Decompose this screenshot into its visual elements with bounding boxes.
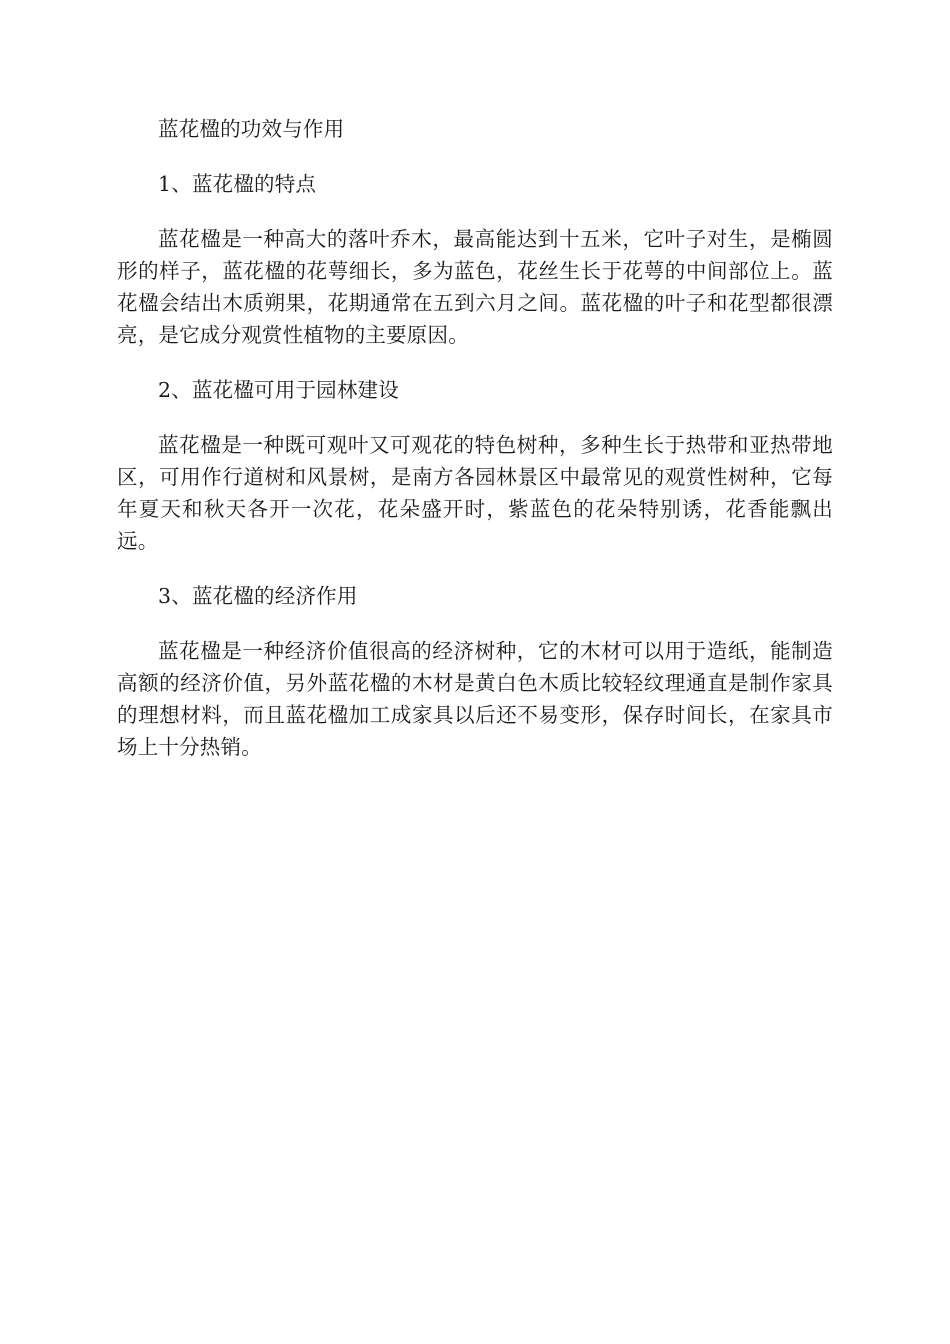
section-paragraph: 蓝花楹是一种高大的落叶乔木，最高能达到十五米，它叶子对生，是椭圆形的样子，蓝花楹的花萼细长，多为蓝色，花丝生长于花萼的中间部位上。蓝花楹会结出木质朔果，花期通常在五到六月之间。蓝花楹的叶子和花型都很漂亮，是它成分观赏性植物的主要原因。 (117, 227, 833, 347)
section-heading: 1、蓝花楹的特点 (158, 172, 317, 196)
section-heading: 2、蓝花楹可用于园林建设 (158, 378, 399, 402)
document-title: 蓝花楹的功效与作用 (158, 117, 345, 141)
section-landscaping (117, 374, 833, 557)
section-heading: 3、蓝花楹的经济作用 (158, 584, 358, 608)
section-features (117, 168, 833, 351)
document-page (117, 113, 833, 786)
section-paragraph: 蓝花楹是一种经济价值很高的经济树种，它的木材可以用于造纸，能制造高额的经济价值，另外蓝花楹的木材是黄白色木质比较轻纹理通直是制作家具的理想材料，而且蓝花楹加工成家具以后还不易变形，保存时间长，在家具市场上十分热销。 (117, 639, 833, 759)
section-economic-use (117, 580, 833, 763)
section-paragraph: 蓝花楹是一种既可观叶又可观花的特色树种，多种生长于热带和亚热带地区，可用作行道树和风景树，是南方各园林景区中最常见的观赏性树种，它每年夏天和秋天各开一次花，花朵盛开时，紫蓝色的花朵特别诱，花香能飘出远。 (117, 433, 833, 553)
